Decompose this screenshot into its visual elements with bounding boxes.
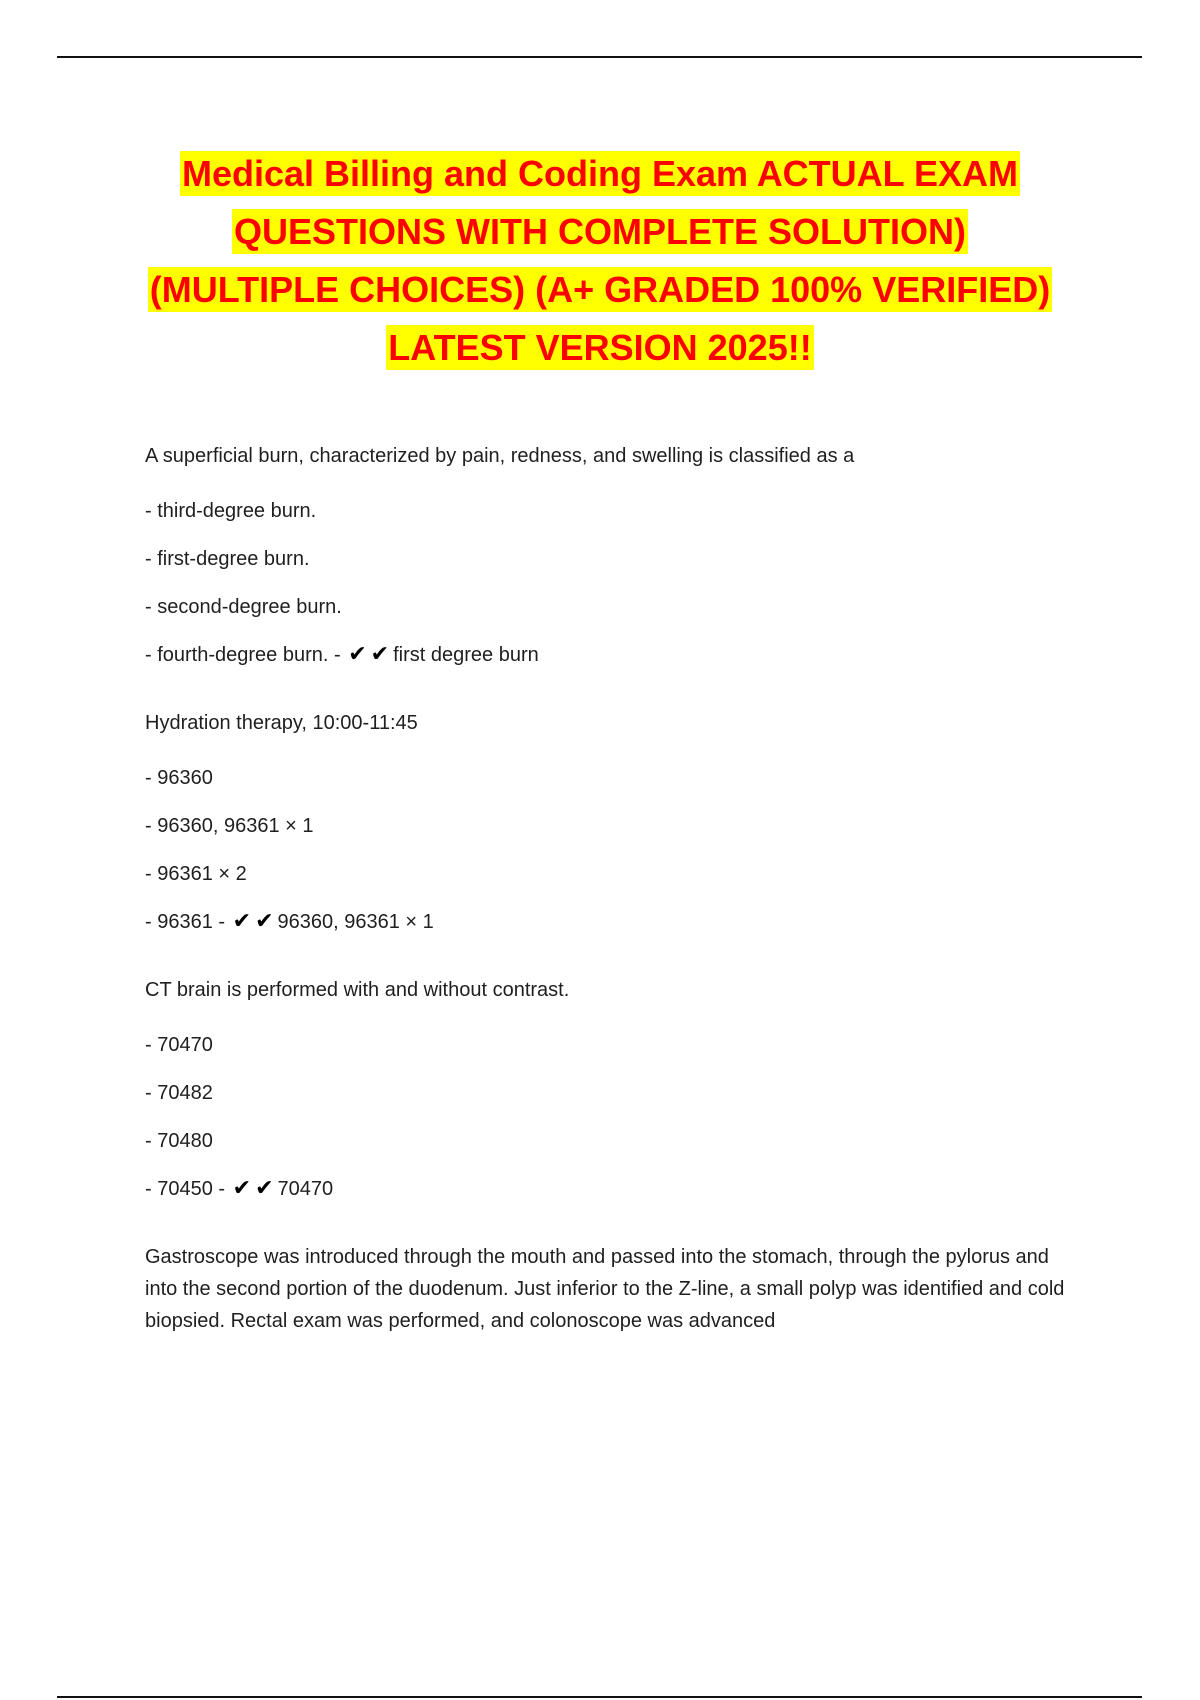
title-line-2: QUESTIONS WITH COMPLETE SOLUTION) (234, 211, 966, 252)
answer-option-text: - 96361 - (145, 911, 226, 933)
answer-option: - 70470 (145, 1034, 213, 1056)
question-list (145, 440, 1085, 1373)
answer-option: - 70482 (145, 1082, 213, 1104)
answer-option-last (145, 1173, 1085, 1205)
question-prompt: Gastroscope was introduced through the mouth and passed into the stomach, through the pylorus and into the second portion of the duodenum. Just inferior to the Z-line, a small polyp was identified and cold biopsied. Rectal exam was performed, and colonoscope was advanced (145, 1246, 1065, 1332)
document-title (100, 145, 1100, 377)
check-icon: ✔ (255, 1176, 274, 1201)
answer-option: - 96360, 96361 × 1 (145, 815, 314, 837)
answer-option: - first-degree burn. (145, 548, 310, 570)
answer-option: - 70480 (145, 1130, 213, 1152)
title-line-3: (MULTIPLE CHOICES) (A+ GRADED 100% VERIFIED) (149, 269, 1051, 310)
correct-answer: first degree burn (393, 644, 539, 666)
question-2 (145, 707, 1085, 938)
question-4 (145, 1241, 1085, 1337)
answer-option-text: - 70450 - (145, 1178, 226, 1200)
answer-option-last (145, 639, 1085, 671)
answer-option: - third-degree burn. (145, 500, 317, 522)
correct-answer: 70470 (277, 1178, 334, 1200)
answer-option: - 96361 × 2 (145, 863, 247, 885)
check-icon: ✔ (348, 642, 367, 667)
answer-option: - 96360 (145, 767, 213, 789)
question-1 (145, 440, 1085, 671)
check-icon: ✔ (232, 909, 252, 934)
check-icon: ✔ (370, 642, 390, 667)
answer-option-last (145, 906, 1085, 938)
title-line-4: LATEST VERSION 2025!! (388, 327, 812, 368)
answer-option-text: - fourth-degree burn. - (145, 644, 341, 666)
question-prompt: Hydration therapy, 10:00-11:45 (145, 712, 418, 734)
question-prompt: A superficial burn, characterized by pain, redness, and swelling is classified as a (145, 445, 855, 467)
question-3 (145, 974, 1085, 1205)
title-line-1: Medical Billing and Coding Exam ACTUAL EXAM (181, 153, 1019, 194)
check-icon: ✔ (255, 909, 274, 934)
top-rule (57, 56, 1142, 58)
check-icon: ✔ (232, 1176, 252, 1201)
correct-answer: 96360, 96361 × 1 (277, 911, 434, 933)
answer-option: - second-degree burn. (145, 596, 342, 618)
bottom-rule (57, 1696, 1142, 1698)
question-prompt: CT brain is performed with and without contrast. (145, 979, 570, 1001)
